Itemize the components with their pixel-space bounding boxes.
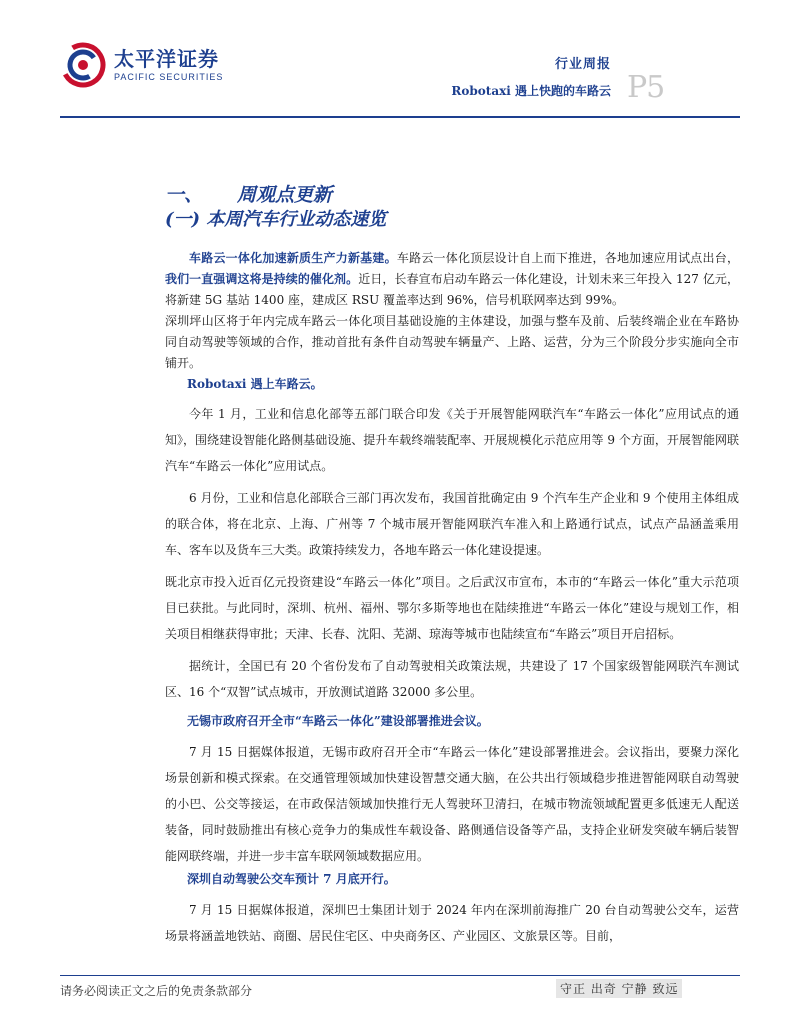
highlight-2: 我们一直强调这将是持续的催化剂。	[165, 272, 359, 286]
company-name-en: PACIFIC SECURITIES	[114, 72, 224, 82]
highlight-1: 车路云一体化加速新质生产力新基建。	[189, 251, 397, 265]
subsection-heading: (一) 本周汽车行业动态速览	[165, 209, 387, 230]
section-title: 周观点更新	[237, 184, 333, 206]
section-heading	[165, 180, 332, 207]
report-title: Robotaxi 遇上快跑的车路云	[451, 84, 611, 98]
heading-robotaxi: Robotaxi 遇上车路云。	[187, 377, 323, 391]
section-number: 一、	[165, 184, 204, 206]
report-type: 行业周报	[554, 57, 611, 72]
report-header	[451, 53, 611, 99]
paragraph-2: 深圳坪山区将于年内完成车路云一体化项目基础设施的主体建设，加强与整车及前、后装终端企业在车路协同自动驾驶等领域的合作，推动首批有条件自动驾驶车辆量产、上路、运营，分为三个阶段分步实施向全市铺开。	[165, 314, 739, 370]
paragraph-1: 车路云一体化加速新质生产力新基建。车路云一体化顶层设计自上而下推进，各地加速应用试点出台，我们一直强调这将是持续的催化剂。近日，长春宣布启动车路云一体化建设，计划未来三年投入 127 亿元，将新建 5G 基站 1400 座，建成区 RSU 覆盖率达到 96%，信号机联网率达到 99%。	[165, 251, 739, 307]
company-logo	[60, 42, 223, 88]
paragraph-6: 据统计，全国已有 20 个省份发布了自动驾驶相关政策法规，共建设了 17 个国家级智能网联汽车测试区、16 个“双智”试点城市，开放测试道路 32000 多公里。	[165, 659, 739, 699]
pacific-securities-logo-icon	[60, 42, 106, 88]
heading-wuxi: 无锡市政府召开全市“车路云一体化”建设部署推进会议。	[187, 714, 489, 728]
footer-disclaimer: 请务必阅读正文之后的免责条款部分	[60, 984, 253, 998]
footer-motto: 守正 出奇 宁静 致远	[556, 979, 682, 998]
paragraph-3: 今年 1 月，工业和信息化部等五部门联合印发《关于开展智能网联汽车“车路云一体化”应用试点的通知》，围绕建设智能化路侧基础设施、提升车载终端装配率、开展规模化示范应用等 9 个方面，开展智能网联汽车“车路云一体化”应用试点。	[165, 407, 739, 473]
header-divider	[60, 116, 740, 118]
paragraph-7: 7 月 15 日据媒体报道，无锡市政府召开全市“车路云一体化”建设部署推进会。会议指出，要聚力深化场景创新和模式探索。在交通管理领域加快建设智慧交通大脑，在公共出行领域稳步推进智能网联自动驾驶的小巴、公交等接运，在市政保洁领域加快推行无人驾驶环卫清扫，在城市物流领域配置更多低速无人配送装备，同时鼓励推出有核心竞争力的集成性车载设备、路侧通信设备等产品，支持企业研发突破车辆后装智能网联终端，并进一步丰富车联网领域数据应用。	[165, 745, 739, 863]
company-name-cn: 太平洋证券	[114, 47, 219, 71]
body-content	[165, 248, 739, 949]
paragraph-5: 既北京市投入近百亿元投资建设“车路云一体化”项目。之后武汉市宣布，本市的“车路云一体化”重大示范项目已获批。与此同时，深圳、杭州、福州、鄂尔多斯等地也在陆续推进“车路云一体化”建设与规划工作，相关项目相继获得审批；天津、长春、沈阳、芜湖、琼海等城市也陆续宣布“车路云”项目开启招标。	[165, 575, 739, 641]
page-number: P5	[627, 70, 665, 105]
paragraph-4: 6 月份，工业和信息化部联合三部门再次发布，我国首批确定由 9 个汽车生产企业和 9 个使用主体组成的联合体，将在北京、上海、广州等 7 个城市展开智能网联汽车准入和上路通行试点，试点产品涵盖乘用车、客车以及货车三大类。政策持续发力，各地车路云一体化建设提速。	[165, 491, 739, 557]
paragraph-8: 7 月 15 日据媒体报道，深圳巴士集团计划于 2024 年内在深圳前海推广 20 台自动驾驶公交车，运营场景将涵盖地铁站、商圈、居民住宅区、中央商务区、产业园区、文旅景区等。目前，	[165, 903, 739, 943]
footer-divider	[60, 975, 740, 976]
heading-shenzhen: 深圳自动驾驶公交车预计 7 月底开行。	[187, 872, 396, 886]
